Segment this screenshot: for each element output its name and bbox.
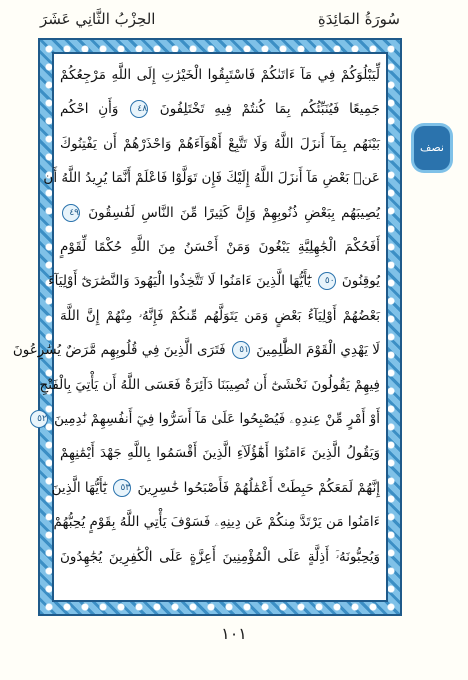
verse-text: لِّيَبْلُوَكُمْ فِي مَآ ءَاتَىٰكُمْ فَاسْتَبِقُوا الْخَيْرَٰتِ إِلَى اللَّهِ مَرْجِعُكُمْ — [60, 67, 380, 83]
verse-text: وَيُحِبُّونَهُۥٓ أَذِلَّةٍ عَلَى الْمُؤْمِنِينَ أَعِزَّةٍ عَلَى الْكَٰفِرِينَ يُجَٰهِدُونَ — [60, 548, 380, 565]
verse-line — [39, 368, 380, 402]
ayah-number-marker: ٥١ — [232, 341, 250, 359]
verse-text: أَوْ أَمْرٍ مِّنْ عِندِهِۦ فَيُصْبِحُوا عَلَىٰ مَآ أَسَرُّوا فِيٓ أَنفُسِهِمْ نَٰدِمِينَ — [54, 411, 380, 427]
page-header — [40, 10, 400, 34]
verse-text: عَنۢ بَعْضِ مَآ أَنزَلَ اللَّهُ إِلَيْكَ فَإِن تَوَلَّوْا فَاعْلَمْ أَنَّمَا يُرِيدُ اللَّهُ أَن — [43, 170, 380, 187]
verse-text: يُوقِنُونَ — [341, 273, 380, 290]
verse-line — [60, 92, 380, 126]
verse-text: بَيْنَهُم بِمَآ أَنزَلَ اللَّهُ وَلَا تَتَّبِعْ أَهْوَآءَهُمْ وَاحْذَرْهُمْ أَن يَفْتِنُوكَ — [60, 135, 380, 152]
verse-line — [60, 196, 380, 230]
verse-line — [60, 58, 380, 92]
ayah-number-marker: ٥٠ — [318, 272, 336, 290]
verse-text: وَأَنِ احْكُم — [60, 101, 119, 118]
ayah-number-marker: ٥٣ — [113, 479, 131, 497]
verse-text: فَتَرَى الَّذِينَ فِي قُلُوبِهِم مَّرَضٌ يُسَٰرِعُونَ — [12, 342, 226, 359]
surah-name: سُورَةُ المَائِدَةِ — [317, 10, 400, 28]
hizb-label: الحِزْبُ الثَّانِي عَشَرَ — [40, 10, 156, 28]
verse-text: أَفَحُكْمَ الْجَٰهِلِيَّةِ يَبْغُونَ وَمَنْ أَحْسَنُ مِنَ اللَّهِ حُكْمًا لِّقَوْمٍ — [60, 239, 380, 255]
verse-line — [60, 230, 380, 264]
verse-text: ءَامَنُوا مَن يَرْتَدَّ مِنكُمْ عَن دِينِهِۦ فَسَوْفَ يَأْتِي اللَّهُ بِقَوْمٍ يُحِبُّهُمْ — [53, 514, 380, 531]
verse-text: وَيَقُولُ الَّذِينَ ءَامَنُوٓا أَهَٰٓؤُلَآءِ الَّذِينَ أَقْسَمُوا بِاللَّهِ جَهْدَ أَيْمَٰنِهِمْ — [60, 445, 380, 462]
verse-text: بَعْضُهُمْ أَوْلِيَآءُ بَعْضٍ وَمَن يَتَوَلَّهُم مِّنكُمْ فَإِنَّهُۥ مِنْهُمْ إِنَّ اللَّهَ — [60, 307, 380, 324]
ayah-number-marker: ٤٩ — [62, 204, 80, 222]
verse-text: لَا يَهْدِي الْقَوْمَ الظَّٰلِمِينَ — [256, 342, 380, 359]
marker-label: نصف — [420, 141, 444, 154]
verse-text: يُصِيبَهُم بِبَعْضِ ذُنُوبِهِمْ وَإِنَّ كَثِيرًا مِّنَ النَّاسِ لَفَٰسِقُونَ — [88, 204, 381, 221]
verse-text: يَٰٓأَيُّهَا الَّذِينَ — [51, 479, 107, 496]
verse-text: إِنَّهُمْ لَمَعَكُمْ حَبِطَتْ أَعْمَٰلُهُمْ فَأَصْبَحُوا خَٰسِرِينَ — [137, 479, 380, 496]
verse-line — [60, 127, 380, 161]
nisf-marker — [410, 118, 454, 178]
ornamental-border — [12, 38, 402, 616]
verse-line — [37, 402, 380, 436]
verse-text: يَٰٓأَيُّهَا الَّذِينَ ءَامَنُوا لَا تَتَّخِذُوا الْيَهُودَ وَالنَّصَٰرَىٰٓ أَوْلِيَآءَ — [48, 273, 312, 290]
text-panel — [12, 52, 388, 602]
verse-line — [60, 540, 380, 574]
ayah-number-marker: ٤٨ — [130, 100, 148, 118]
verse-line — [48, 264, 380, 298]
ayah-number-marker: ٥٢ — [30, 410, 48, 428]
verse-line — [43, 161, 380, 195]
verse-line — [53, 505, 380, 539]
verse-text-area — [12, 58, 381, 596]
verse-line — [60, 299, 380, 333]
verse-line — [60, 436, 380, 470]
page-number: ١٠١ — [221, 624, 247, 643]
verse-text: جَمِيعًا فَيُنَبِّئُكُم بِمَا كُنتُمْ فِيهِ تَخْتَلِفُونَ — [159, 101, 380, 118]
verse-line — [51, 471, 380, 505]
verse-text: فِيهِمْ يَقُولُونَ نَخْشَىٰٓ أَن تُصِيبَنَا دَآئِرَةٌ فَعَسَى اللَّهُ أَن يَأْتِيَ بِالْفَتْحِ — [39, 376, 380, 393]
verse-line — [12, 333, 380, 367]
